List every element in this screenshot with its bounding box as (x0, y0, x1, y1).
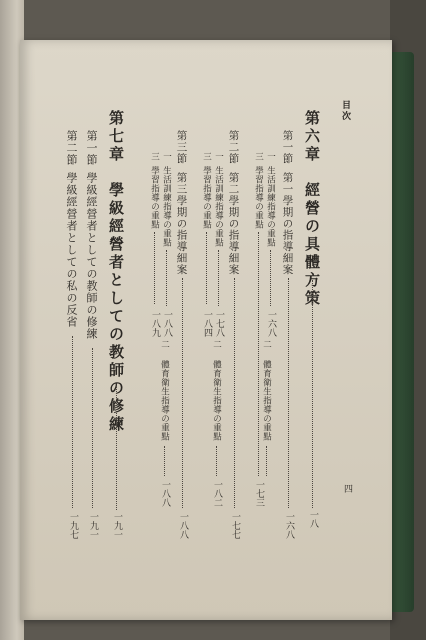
item-6-2-2-no: 二 (211, 340, 222, 349)
item-6-1-3-text: 學習指導の重點 (253, 166, 264, 229)
section-6-1-label: 第一節 (281, 130, 294, 165)
page-header: 目次 (340, 100, 350, 122)
section-6-3-title: 第三學期の指導細案 (175, 172, 188, 276)
item-6-1-1-leader (270, 250, 271, 306)
item-6-2-2-leader (216, 446, 217, 476)
chapter-6-page: 一八 (308, 510, 318, 528)
section-6-2-leader (234, 278, 235, 508)
chapter-7-leader (116, 386, 117, 510)
item-6-2-3-leader (206, 232, 207, 304)
section-6-3-page: 一八八 (178, 512, 188, 539)
toc-page (20, 40, 392, 620)
section-6-2-label: 第二節 (227, 130, 240, 165)
section-7-2-label: 第二節 (65, 130, 78, 166)
section-7-1-label: 第一節 (85, 130, 98, 166)
item-6-1-2-no: 二 (261, 340, 272, 349)
section-6-2-title: 第二學期の指導細案 (227, 172, 240, 276)
section-6-1-title: 第一學期の指導細案 (281, 172, 294, 276)
section-7-1-title: 學級經營者としての教師の修練 (85, 172, 98, 340)
section-7-2-page: 一九七 (68, 512, 78, 539)
item-6-3-1-no: 一 (161, 152, 172, 161)
item-6-2-1-leader (218, 250, 219, 306)
section-6-3-leader (182, 278, 183, 508)
item-6-3-2-no: 二 (159, 340, 170, 349)
item-6-3-3-page: 一八九 (150, 310, 160, 337)
item-6-2-3-page: 一八四 (202, 310, 212, 337)
item-6-1-1-no: 一 (265, 152, 276, 161)
section-6-3-label: 第三節 (175, 130, 188, 165)
section-6-1-leader (288, 278, 289, 508)
chapter-6-leader (312, 280, 313, 508)
item-6-3-2-page: 一八八 (160, 480, 170, 507)
item-6-2-3-no: 三 (201, 152, 212, 161)
chapter-7-page: 一九一 (112, 512, 122, 539)
section-7-2-title: 學級經營者としての私の反省 (65, 172, 78, 328)
item-6-2-3-text: 學習指導の重點 (201, 166, 212, 229)
item-6-1-3-leader (258, 232, 259, 476)
item-6-2-2-page: 一八二 (212, 480, 222, 507)
item-6-1-2-text: 體育衛生指導の重點 (261, 360, 272, 441)
chapter-7-title: 第七章 學級經營者としての教師の修練 (107, 110, 125, 434)
item-6-1-3-page: 一七三 (254, 480, 264, 507)
item-6-1-1-page: 一六八 (266, 310, 276, 337)
item-6-3-3-leader (154, 232, 155, 304)
item-6-3-3-text: 學習指導の重點 (149, 166, 160, 229)
item-6-1-2-leader (266, 446, 267, 476)
item-6-3-2-leader (164, 446, 165, 476)
chapter-6-title: 第六章 經營の具體方策 (303, 110, 321, 308)
item-6-1-3-no: 三 (253, 152, 264, 161)
page-folio: 四 (342, 484, 352, 493)
section-6-2-page: 一七七 (230, 512, 240, 539)
item-6-2-1-no: 一 (213, 152, 224, 161)
item-6-1-1-text: 生活訓練指導の重點 (265, 166, 276, 247)
section-7-2-leader (72, 336, 73, 508)
item-6-3-1-page: 一八八 (162, 310, 172, 337)
section-6-1-page: 一六八 (284, 512, 294, 539)
item-6-3-2-text: 體育衛生指導の重點 (159, 360, 170, 441)
item-6-3-1-leader (166, 250, 167, 306)
item-6-2-2-text: 體育衛生指導の重點 (211, 360, 222, 441)
item-6-2-1-text: 生活訓練指導の重點 (213, 166, 224, 247)
item-6-3-3-no: 三 (149, 152, 160, 161)
section-7-1-leader (92, 348, 93, 508)
item-6-3-1-text: 生活訓練指導の重點 (161, 166, 172, 247)
section-7-1-page: 一九一 (88, 512, 98, 539)
item-6-2-1-page: 一七八 (214, 310, 224, 337)
